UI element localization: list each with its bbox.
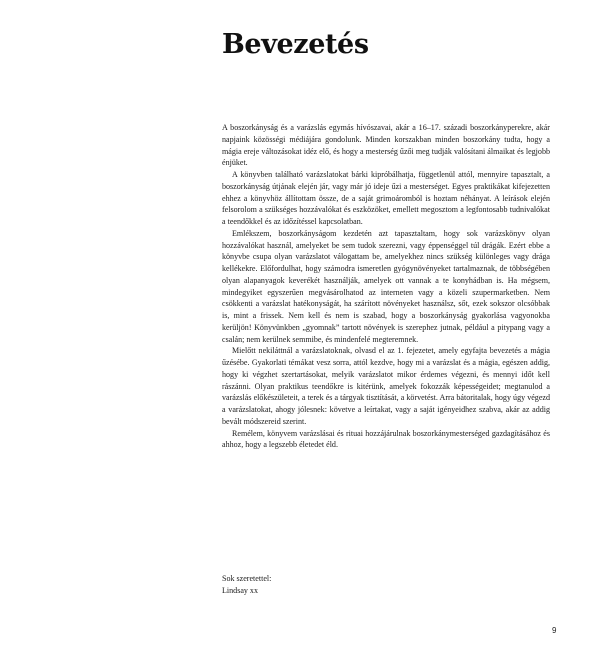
paragraph-intro: A boszorkányság és a varázslás egymás hívószavai, akár a 16–17. századi boszorkányperekre, akár napjaink közösségi médiájára gondolunk. Minden korszakban minden boszorkány tudta, hogy a mágia ereje változásokat idéz elő, és hogy a mesterség űzői meg tudják valósítani álmaikat és legjobb énjüket. xyxy=(222,123,550,168)
paragraph-book-usage: A könyvben található varázslatokat bárki kipróbálhatja, függetlenül attól, mennyire tapasztalt, a boszorkányság útjának elején jár, vagy már jó ideje űzi a mesterséget. Egyes praktikákat kifejezetten ehhez a könyvhöz állítottam össze, de a saját grimoáromból is hoztam néhányat. A leírások elején felsorolom a szükséges hozzávalókat és eszközöket, emellett megosztom a legfontosabb tudnivalókat a teendőkkel és az időzítéssel kapcsolatban. xyxy=(222,170,550,226)
page-title: Bevezetés xyxy=(222,29,369,60)
signoff-greeting: Sok szeretettel: xyxy=(222,574,272,583)
signoff xyxy=(222,573,271,597)
signoff-author: Lindsay xx xyxy=(222,585,258,595)
body-text xyxy=(222,122,550,451)
page-number: 9 xyxy=(552,626,557,635)
paragraph-closing: Remélem, könyvem varázslásai és rituai hozzájárulnak boszorkánymesterséged gazdagításához és ahhoz, hogy a legszebb életedet éld. xyxy=(222,428,550,450)
paragraph-ingredients: Emlékszem, boszorkányságom kezdetén azt tapasztaltam, hogy sok varázskönyv olyan hozzávalókat használ, amelyeket be sem tudok szerezni, vagy éppenséggel túl drágák. Ezért ebbe a könyvbe csupa olyan varázslatot válogattam be, amelyekhez nincs szükség különleges vagy drága kellékekre. Előfordulhat, hogy számodra ismeretlen gyógynövényeket tartalmaznak, de többségében olyan alapanyagok keverékét használják, amelyek ott vannak a te konyhádban is. Ha mégsem, mindegyiket egyszerűen megvásárolhatod az interneten vagy a közeli szupermarketben. Nem csökkenti a varázslat hatékonyságát, ha szárított növényeket használsz, sőt, ezek sokszor olcsóbbak is, mint a frissek. Nem kell és nem is szabad, hogy a boszorkányság gyakorlása vagyonokba kerüljön! Könyvünkben „gyomnak” tartott növények is szerephez jutnak, például a pitypang vagy a csalán; nem kerülnek semmibe, és mindenfelé megteremnek. xyxy=(222,228,550,344)
paragraph-chapter-one: Mielőtt nekiláttnál a varázslatoknak, olvasd el az 1. fejezetet, amely egyfajta bevezetés a mágia űzésébe. Gyakorlati témákat vesz sorra, attól kezdve, hogy mi a varázslat és a mágia, egészen addig, hogy ki végzhet szertartásokat, melyik varázslatot mikor érdemes végezni, és mennyi időt kell rászánni. Olyan praktikus teendőkre is kitérünk, amelyek fokozzák képességeidet; megtanulod a varázslás előkészületeit, a terek és a tárgyak tisztítását, a körvetést. Arra bátoritalak, hogy úgy végezd a varázslatokat, ahogy jólesnek: követve a leírtakat, vagy a saját igényeidhez szabva, akár az addig bevált módszereid szerint. xyxy=(222,346,550,426)
